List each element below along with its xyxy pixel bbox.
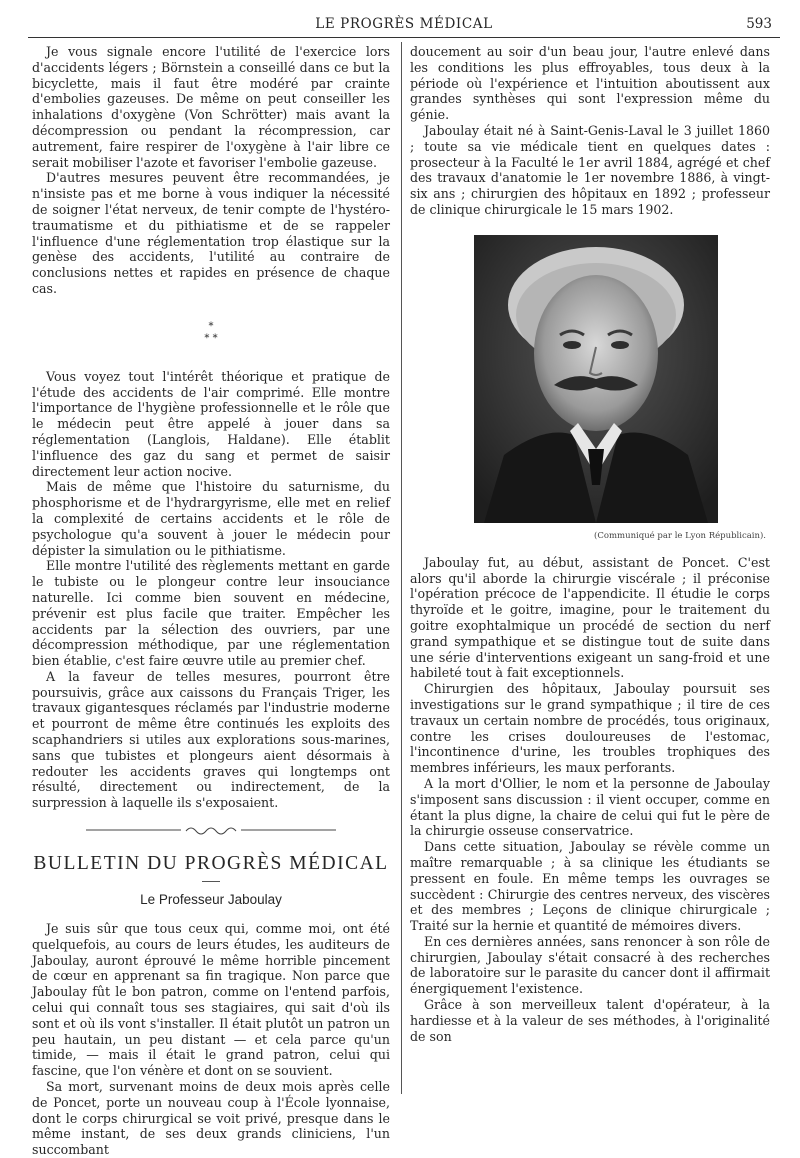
- paragraph: doucement au soir d'un beau jour, l'autre enlevé dans les conditions les plus effroyables, tous deux à la période où l'expérience et l'intuition aboutissent aux grandes synthèses qui sont l'expression même du génie.: [410, 44, 770, 123]
- article-title: Le Professeur Jaboulay: [140, 892, 282, 908]
- paragraph: Jaboulay était né à Saint-Genis-Laval le 3 juillet 1860 ; toute sa vie médicale tient en quelques dates : prosecteur à la Faculté le 1er avril 1884, agrégé et chef des travaux d'anatomie le 1er novembre 1886, à vingt-six ans ; chirurgien des hôpitaux en 1892 ; professeur de clinique chirurgicale le 15 mars 1902.: [410, 122, 770, 217]
- running-head: [28, 14, 780, 36]
- paragraph: Dans cette situation, Jaboulay se révèle comme un maître remarquable ; à sa clinique les étudiants se pressent en foule. En même temps les ouvrages se succèdent : Chirurgie des centres nerveux, des viscères et des membres ; Leçons de clinique chirurgicale ; Traité sur la hernie et quantité de mémoires divers.: [410, 839, 770, 934]
- fleuron-rule: [32, 825, 390, 835]
- paragraph: Vous voyez tout l'intérêt théorique et pratique de l'étude des accidents de l'air comprimé. Elle montre l'importance de l'hygiène professionnelle et le rôle que le médecin peut être appelé à jouer dans sa réglementation (Langlois, Haldane). Elle établit l'influence des gaz du sang et permet de saisir directement leur action nocive.: [32, 368, 390, 479]
- paragraph: Mais de même que l'histoire du saturnisme, du phosphorisme et de l'hydrargyrisme, elle met en relief la complexité de certains accidents et le rôle de psychologue qu'a souvent à jouer le médecin pour dépister la simulation ou le pithiatisme.: [32, 479, 390, 558]
- paragraph: Elle montre l'utilité des règlements mettant en garde le tubiste ou le plongeur contre leur insouciance naturelle. Ici comme bien souvent en médecine, prévenir est plus facile que traiter. Empêcher les accidents par la sélection des ouvriers, par une décompression méthodique, par une réglementation bien établie, c'est faire œuvre utile au premier chef.: [32, 558, 390, 669]
- running-title: LE PROGRÈS MÉDICAL: [315, 16, 493, 32]
- paragraph: Chirurgien des hôpitaux, Jaboulay poursuit ses investigations sur le grand sympathique ; il tire de ces travaux un certain nombre de procédés, tous originaux, contre les crises douloureuses de l'estomac, l'incontinence d'urine, les troubles trophiques des membres inférieurs, les maux perforants.: [410, 681, 770, 776]
- section-title: BULLETIN DU PROGRÈS MÉDICAL: [33, 853, 389, 875]
- paragraph: Grâce à son merveilleux talent d'opérateur, à la hardiesse et à la valeur de ses méthodes, à l'originalité de son: [410, 997, 770, 1044]
- portrait-photo: [474, 235, 718, 523]
- short-rule: [202, 881, 220, 882]
- paragraph: D'autres mesures peuvent être recommandées, je n'insiste pas et me borne à vous indiquer la nécessité de soigner l'état nerveux, de tenir compte de l'hystéro-traumatisme et du pithiatisme et de se rappeler l'influence d'une réglementation trop élastique sur la genèse des accidents, l'utilité au contraire de conclusions nettes et rapides en présence de chaque cas.: [32, 170, 390, 296]
- column-divider: [401, 42, 402, 1094]
- right-column: [410, 44, 770, 1044]
- paragraph: Sa mort, survenant moins de deux mois après celle de Poncet, porte un nouveau coup à l'École lyonnaise, dont le corps chirurgical se voit privé, presque dans le même instant, de ses deux grands cliniciens, l'un succombant: [32, 1079, 390, 1158]
- page-number: 593: [746, 16, 772, 32]
- paragraph: En ces dernières années, sans renoncer à son rôle de chirurgien, Jaboulay s'était consacré à des recherches de laboratoire sur le parasite du cancer dont il affirmait énergiquement l'existence.: [410, 933, 770, 997]
- asterism-separator: * * *: [204, 320, 218, 344]
- paragraph: Je vous signale encore l'utilité de l'exercice lors d'accidents légers ; Börnstein a conseillé dans ce but la bicyclette, mais il faut être modéré par crainte d'embolies gazeuses. De même on peut conseiller les inhalations d'oxygène (Von Schrötter) mais avant la décompression ou pendant la récompression, car autrement, faire respirer de l'oxygène à l'air libre ce serait mobiliser l'azote et favoriser l'embolie gazeuse.: [32, 44, 390, 170]
- photo-caption: (Communiqué par le Lyon Républicain).: [594, 530, 766, 541]
- paragraph: Je suis sûr que tous ceux qui, comme moi, ont été quelquefois, au cours de leurs études, les auditeurs de Jaboulay, auront éprouvé le même horrible pincement de cœur en apprenant sa fin tragique. Non parce que Jaboulay fût le bon patron, comme on l'entend parfois, celui qui connaît tous ses stagiaires, qui sait d'où ils sont et où ils vont s'installer. Il était plutôt un patron un peu hautain, un peu distant — et cela parce qu'un timide, — mais il était le grand patron, celui qui fascine, que l'on vénère et dont on se souvient.: [32, 921, 390, 1079]
- paragraph: Jaboulay fut, au début, assistant de Poncet. C'est alors qu'il aborde la chirurgie viscérale ; il préconise l'opération précoce de l'appendicite. Il étudie le corps thyroïde et le goitre, imagine, pour le traitement du goitre exophtalmique un procédé de section du nerf grand sympathique et se distingue tout de suite dans une série d'interventions exigeant un sang-froid et une habileté tout à fait exceptionnels.: [410, 554, 770, 681]
- paragraph: A la mort d'Ollier, le nom et la personne de Jaboulay s'imposent sans discussion : il vient occuper, comme en étant la plus digne, la chaire de celui qui fut le père de la chirurgie osseuse conservatrice.: [410, 775, 770, 839]
- header-rule: [28, 37, 780, 38]
- paragraph: A la faveur de telles mesures, pourront être poursuivis, grâce aux caissons du Français Triger, les travaux gigantesques réclamés par l'industrie moderne et pourront de même être continués les exploits des scaphandriers si utiles aux explorations sous-marines, sans que tubistes et plongeurs aient désormais à redouter les accidents graves qui longtemps ont résulté, directement ou indirectement, de la surpression à laquelle ils s'exposaient.: [32, 668, 390, 811]
- left-column: [32, 44, 390, 1158]
